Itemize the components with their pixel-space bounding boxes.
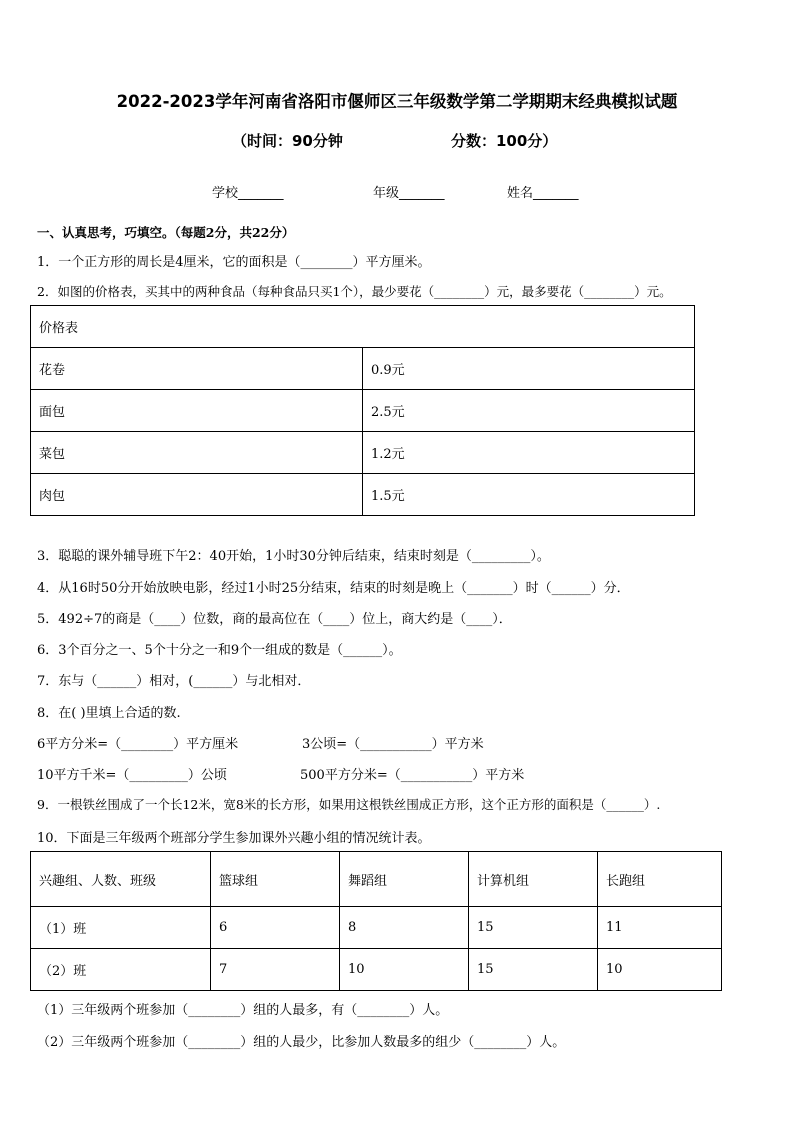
question-8a: 6平方分米=（________）平方厘米 [37,737,239,752]
question-8b: 3公顷=（___________）平方米 [302,737,484,752]
table-header-row [31,852,722,907]
score-label: 分数：100分） [451,132,558,150]
table-row [31,949,722,991]
page-title: 2022-2023学年河南省洛阳市偃师区三年级数学第二学期期末经典模拟试题 [116,92,678,111]
column-header: 舞蹈组 [340,852,469,907]
count-cell: 6 [211,907,340,949]
question-4: 4．从16时50分开始放映电影，经过1小时25分结束，结束的时刻是晚上（_______）时（______）分． [37,581,630,596]
question-7: 7．东与（______）相对，(______）与北相对． [37,674,311,689]
grade-field: 年级_______ [373,186,445,201]
question-3: 3．聪聪的课外辅导班下午2：40开始，1小时30分钟后结束，结束时刻是（_________）。 [37,549,550,564]
name-field: 姓名_______ [507,186,579,201]
price-table-header: 价格表 [31,306,695,348]
question-5: 5．492÷7的商是（____）位数，商的最高位在（____）位上，商大约是（____）． [37,612,512,627]
food-price: 2.5元 [363,390,695,432]
food-name: 肉包 [31,474,363,516]
food-price: 0.9元 [363,348,695,390]
food-name: 菜包 [31,432,363,474]
question-10: 10．下面是三年级两个班部分学生参加课外兴趣小组的情况统计表。 [37,831,431,846]
column-header: 篮球组 [211,852,340,907]
table-row [31,390,695,432]
price-table [30,305,695,516]
section-heading: 一、认真思考，巧填空。（每题2分，共22分） [37,225,295,240]
count-cell: 11 [598,907,722,949]
count-cell: 10 [598,949,722,991]
question-8d: 500平方分米=（___________）平方米 [300,768,525,783]
table-row [31,432,695,474]
question-2: 2．如图的价格表，买其中的两种食品（每种食品只买1个），最少要花（________）元，最多要花（________）元。 [37,284,672,299]
class-cell: （1）班 [31,907,211,949]
column-header: 长跑组 [598,852,722,907]
food-price: 1.5元 [363,474,695,516]
table-row [31,907,722,949]
question-6: 6．3个百分之一、5个十分之一和9个一组成的数是（______）。 [37,643,402,658]
table-row [31,348,695,390]
column-header: 计算机组 [469,852,598,907]
count-cell: 7 [211,949,340,991]
question-1: 1．一个正方形的周长是4厘米，它的面积是（________）平方厘米。 [37,255,431,270]
interest-table [30,851,722,991]
count-cell: 15 [469,949,598,991]
question-10-1: （1）三年级两个班参加（________）组的人最多，有（________）人。 [37,1003,449,1018]
count-cell: 10 [340,949,469,991]
food-name: 花卷 [31,348,363,390]
table-row [31,474,695,516]
school-field: 学校_______ [212,186,284,201]
count-cell: 15 [469,907,598,949]
question-9: 9．一根铁丝围成了一个长12米，宽8米的长方形，如果用这根铁丝围成正方形，这个正方形的面积是（______）. [37,797,661,812]
question-10-2: （2）三年级两个班参加（________）组的人最少，比参加人数最多的组少（________）人。 [37,1035,566,1050]
time-label: （时间：90分钟 [232,132,343,150]
question-8c: 10平方千米=（_________）公顷 [37,768,227,783]
column-header: 兴趣组、人数、班级 [31,852,211,907]
question-8: 8．在( )里填上合适的数. [37,706,181,721]
food-name: 面包 [31,390,363,432]
food-price: 1.2元 [363,432,695,474]
count-cell: 8 [340,907,469,949]
class-cell: （2）班 [31,949,211,991]
